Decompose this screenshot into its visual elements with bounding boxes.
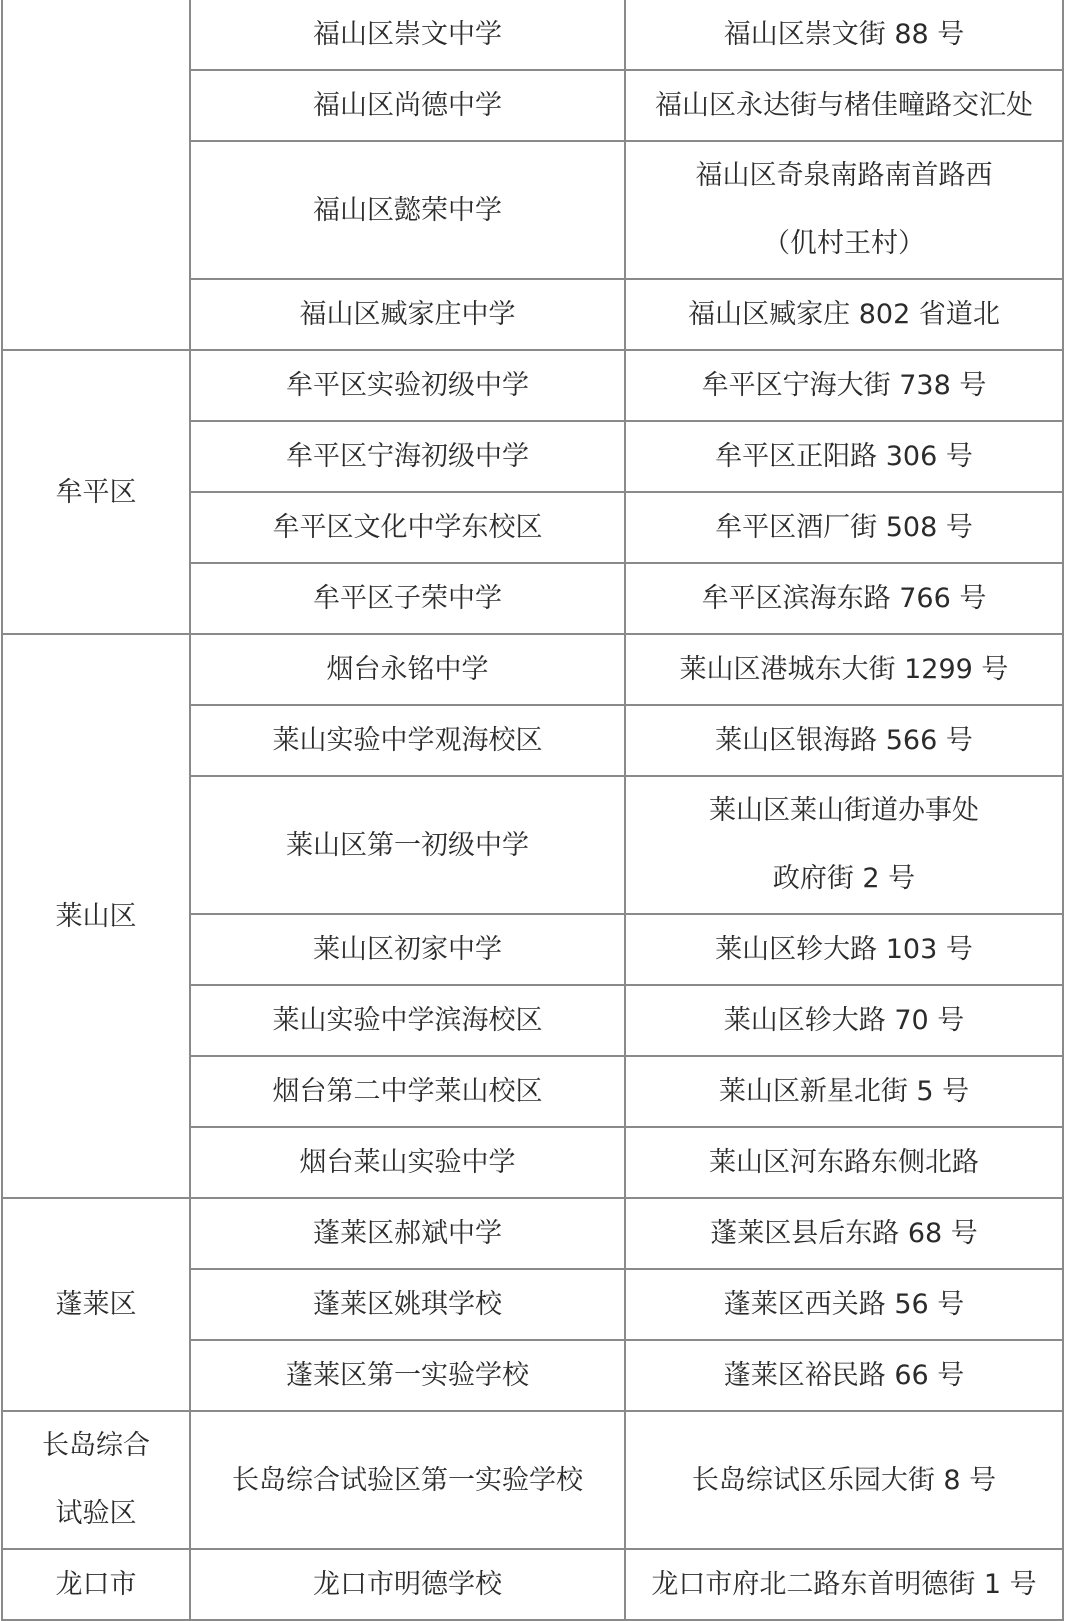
school-address: 福山区崇文街 88 号 <box>625 0 1063 70</box>
school-address: 牟平区宁海大街 738 号 <box>625 350 1063 421</box>
school-name: 福山区尚德中学 <box>190 70 625 141</box>
district-line: 试验区 <box>55 1498 137 1529</box>
school-address: 蓬莱区县后东路 68 号 <box>625 1198 1063 1269</box>
school-address <box>625 776 1063 914</box>
school-name: 莱山区初家中学 <box>190 914 625 985</box>
school-address: 牟平区酒厂街 508 号 <box>625 492 1063 563</box>
school-name: 莱山实验中学观海校区 <box>190 705 625 776</box>
school-address: 福山区臧家庄 802 省道北 <box>625 279 1063 350</box>
school-name: 福山区懿荣中学 <box>190 141 625 279</box>
school-name: 烟台第二中学莱山校区 <box>190 1056 625 1127</box>
school-address: 长岛综试区乐园大街 8 号 <box>625 1411 1063 1549</box>
school-name: 牟平区实验初级中学 <box>190 350 625 421</box>
address-line: （仉村王村） <box>763 228 925 259</box>
table-row <box>2 0 1063 70</box>
table-row <box>2 1198 1063 1269</box>
school-address <box>625 141 1063 279</box>
school-address: 莱山区轸大路 103 号 <box>625 914 1063 985</box>
school-address: 牟平区滨海东路 766 号 <box>625 563 1063 634</box>
school-name: 蓬莱区姚琪学校 <box>190 1269 625 1340</box>
address-line: 政府街 2 号 <box>772 863 916 894</box>
school-name: 牟平区宁海初级中学 <box>190 421 625 492</box>
school-address: 莱山区新星北街 5 号 <box>625 1056 1063 1127</box>
school-name: 牟平区文化中学东校区 <box>190 492 625 563</box>
school-address: 牟平区正阳路 306 号 <box>625 421 1063 492</box>
school-address: 蓬莱区西关路 56 号 <box>625 1269 1063 1340</box>
school-name: 福山区臧家庄中学 <box>190 279 625 350</box>
district-cell: 莱山区 <box>2 634 190 1198</box>
table-row <box>2 634 1063 705</box>
table-row <box>2 350 1063 421</box>
district-cell <box>2 1411 190 1549</box>
school-name: 莱山实验中学滨海校区 <box>190 985 625 1056</box>
address-line: 莱山区莱山街道办事处 <box>709 795 979 826</box>
school-address: 莱山区河东路东侧北路 <box>625 1127 1063 1198</box>
school-name: 烟台永铭中学 <box>190 634 625 705</box>
school-table <box>1 0 1064 1621</box>
school-address: 蓬莱区裕民路 66 号 <box>625 1340 1063 1411</box>
district-cell <box>2 0 190 350</box>
district-cell: 牟平区 <box>2 350 190 634</box>
district-cell: 蓬莱区 <box>2 1198 190 1411</box>
school-address: 莱山区轸大路 70 号 <box>625 985 1063 1056</box>
school-name: 莱山区第一初级中学 <box>190 776 625 914</box>
school-name: 烟台莱山实验中学 <box>190 1127 625 1198</box>
school-address: 莱山区银海路 566 号 <box>625 705 1063 776</box>
table-row <box>2 1549 1063 1620</box>
table-row <box>2 1411 1063 1549</box>
school-name: 长岛综合试验区第一实验学校 <box>190 1411 625 1549</box>
school-name: 福山区崇文中学 <box>190 0 625 70</box>
school-name: 蓬莱区第一实验学校 <box>190 1340 625 1411</box>
school-address: 莱山区港城东大街 1299 号 <box>625 634 1063 705</box>
school-name: 牟平区子荣中学 <box>190 563 625 634</box>
district-cell: 龙口市 <box>2 1549 190 1620</box>
school-name: 龙口市明德学校 <box>190 1549 625 1620</box>
district-line: 长岛综合 <box>42 1430 150 1461</box>
school-address: 福山区永达街与楮佳疃路交汇处 <box>625 70 1063 141</box>
address-line: 福山区奇泉南路南首路西 <box>695 160 993 191</box>
school-address: 龙口市府北二路东首明德街 1 号 <box>625 1549 1063 1620</box>
school-name: 蓬莱区郝斌中学 <box>190 1198 625 1269</box>
